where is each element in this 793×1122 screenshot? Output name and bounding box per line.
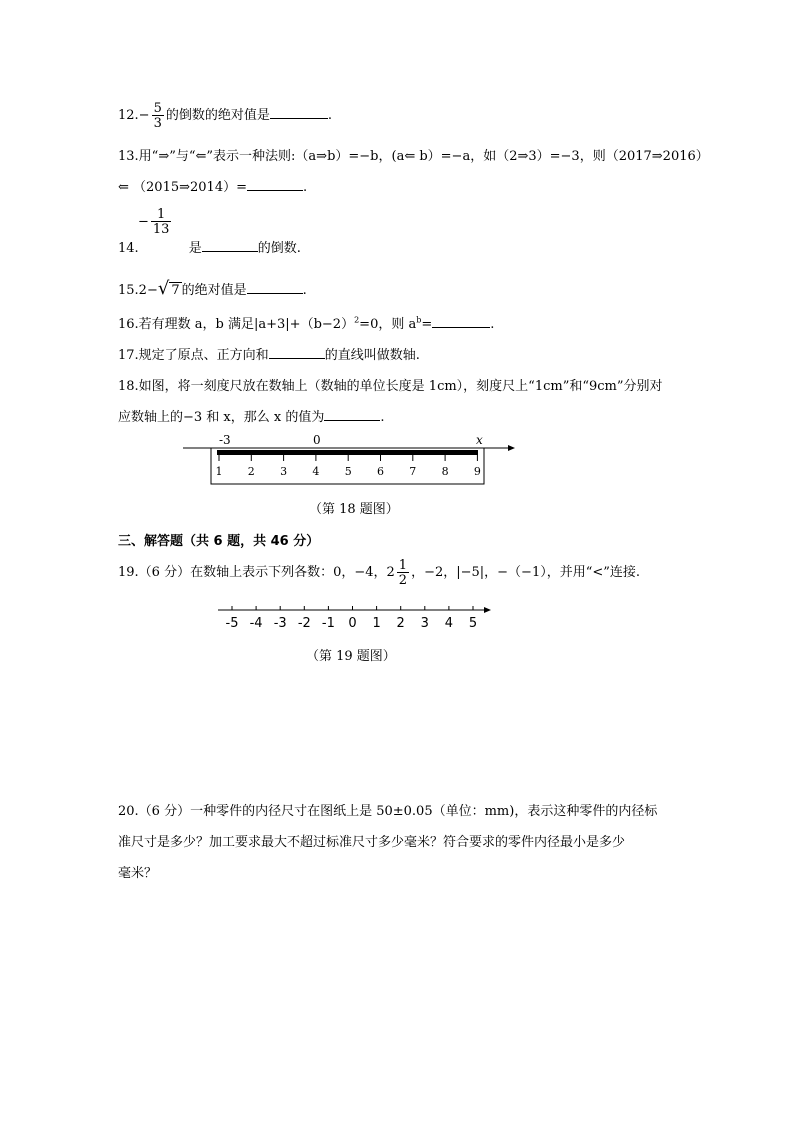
q19-number-line <box>214 600 494 636</box>
number-line-label: 3 <box>420 616 429 631</box>
question-20-line1: 20.（6 分）一种零件的内径尺寸在图纸上是 50±0.05（单位：mm)，表示这种零件的内径标 <box>118 804 658 819</box>
q14-fraction-stack <box>151 208 172 236</box>
q14-text2: 的倒数. <box>257 241 301 256</box>
q15-sqrt <box>158 276 182 304</box>
axis-label-0: 0 <box>313 433 321 447</box>
answer-blank[interactable] <box>247 292 303 294</box>
question-13-line1 <box>118 145 709 164</box>
q12-numerator: 5 <box>153 100 162 116</box>
ruler-label: 5 <box>344 465 352 478</box>
q16-text3: = <box>421 317 433 332</box>
answer-blank[interactable] <box>270 117 328 119</box>
ruler-label: 7 <box>409 465 417 478</box>
question-15 <box>118 276 307 302</box>
q12-denominator: 3 <box>153 115 162 131</box>
number-line-label: 2 <box>396 616 405 631</box>
q19-text1: 19.（6 分）在数轴上表示下列各数：0，−4，2 <box>118 565 395 580</box>
ruler-black-strip <box>217 450 478 455</box>
q19-numerator: 1 <box>398 557 408 573</box>
q13-line1-text: 13.用“⇒”与“⇐”表示一种法则:（a⇒b）=−b，(a⇐ b）=−a，如（2⇒3）=−3，则（2017⇒2016） <box>118 149 709 164</box>
radical-sign-icon: √ <box>157 278 170 299</box>
number-line-label: 0 <box>348 616 357 631</box>
section-3-heading: 三、解答题（共 6 题，共 46 分） <box>118 534 320 549</box>
question-12 <box>118 96 332 136</box>
q18-line1-text: 18.如图，将一刻度尺放在数轴上（数轴的单位长度是 1cm），刻度尺上“1cm”和“9cm”分别对 <box>118 379 663 394</box>
q18-caption: （第 18 题图） <box>309 502 399 517</box>
number-line-label: 5 <box>468 616 478 631</box>
question-13-line2 <box>118 176 307 195</box>
axis-label-x: x <box>476 433 483 447</box>
q16-text2: =0，则 a <box>359 317 417 332</box>
q13-line2-text: ⇐ （2015⇒2014）= <box>118 180 247 195</box>
q14-denominator: 13 <box>152 222 170 237</box>
number-line-label: 1 <box>372 616 381 631</box>
q19-caption: （第 19 题图） <box>306 649 396 664</box>
number-line-ticks <box>232 606 473 610</box>
number-line-label: -5 <box>225 616 239 631</box>
q18-ruler-figure <box>175 428 525 490</box>
question-16 <box>118 313 494 332</box>
q15-radicand: 7 <box>171 283 180 298</box>
q17-text2: 的直线叫做数轴. <box>324 348 420 363</box>
ruler-label: 2 <box>247 465 255 478</box>
ruler-label: 9 <box>473 465 481 478</box>
ruler-labels <box>216 465 481 478</box>
axis-arrow-icon <box>484 607 491 613</box>
q18-line2-text: 应数轴上的−3 和 x，那么 x 的值为 <box>118 410 325 425</box>
q13-period: . <box>302 180 308 195</box>
question-19 <box>118 553 640 593</box>
ruler-label: 8 <box>441 465 449 478</box>
question-14 <box>118 237 301 256</box>
q12-prefix: 12.− <box>118 108 150 123</box>
number-line-label: -1 <box>321 616 335 631</box>
number-line-label: -3 <box>273 616 287 631</box>
q15-period: . <box>302 283 307 298</box>
q15-prefix: 15.2− <box>118 283 158 298</box>
q12-text: 的倒数的绝对值是 <box>165 108 270 123</box>
question-20-line2: 准尺寸是多少？加工要求最大不超过标准尺寸多少毫米？符合要求的零件内径最小是多少 <box>118 835 626 850</box>
q19-fraction <box>397 559 409 587</box>
ruler-ticks <box>219 455 477 461</box>
q12-fraction <box>152 102 164 130</box>
question-14-fraction <box>138 208 173 236</box>
ruler-label: 4 <box>312 465 320 478</box>
q18-period: . <box>380 410 385 425</box>
q14-numerator: 1 <box>151 208 172 222</box>
question-18-line2 <box>118 406 385 425</box>
q19-denominator: 2 <box>398 572 408 588</box>
answer-blank[interactable] <box>432 326 490 328</box>
q14-minus: − <box>138 214 149 230</box>
q16-text: 16.若有理数 a，b 满足|a+3|+（b−2） <box>118 317 355 332</box>
q14-text1: 是 <box>188 241 202 256</box>
q16-exponent-b: b <box>416 315 422 325</box>
q14-number: 14. <box>118 241 139 256</box>
axis-label-neg3: -3 <box>219 433 231 447</box>
ruler-label: 6 <box>377 465 384 478</box>
answer-blank[interactable] <box>324 419 380 421</box>
q17-text1: 17.规定了原点、正方向和 <box>118 348 269 363</box>
q19-text2: ，−2，|−5|，−（−1），并用“<”连接. <box>411 565 641 580</box>
answer-blank[interactable] <box>269 357 325 359</box>
number-line-labels <box>226 616 478 631</box>
number-line-label: -4 <box>249 616 263 631</box>
q16-exponent: 2 <box>354 315 360 325</box>
question-18-line1 <box>118 375 663 394</box>
q16-period: . <box>490 317 495 332</box>
q15-text: 的绝对值是 <box>181 283 247 298</box>
q12-period: . <box>327 108 333 123</box>
question-20-line3: 毫米？ <box>118 866 158 881</box>
ruler-label: 3 <box>280 465 288 478</box>
answer-blank[interactable] <box>202 250 258 252</box>
answer-blank[interactable] <box>247 189 303 191</box>
number-line-label: 4 <box>444 616 454 631</box>
number-line-label: -2 <box>297 616 311 631</box>
axis-arrow-icon <box>508 445 515 451</box>
ruler-label: 1 <box>215 465 223 478</box>
question-17 <box>118 344 420 363</box>
